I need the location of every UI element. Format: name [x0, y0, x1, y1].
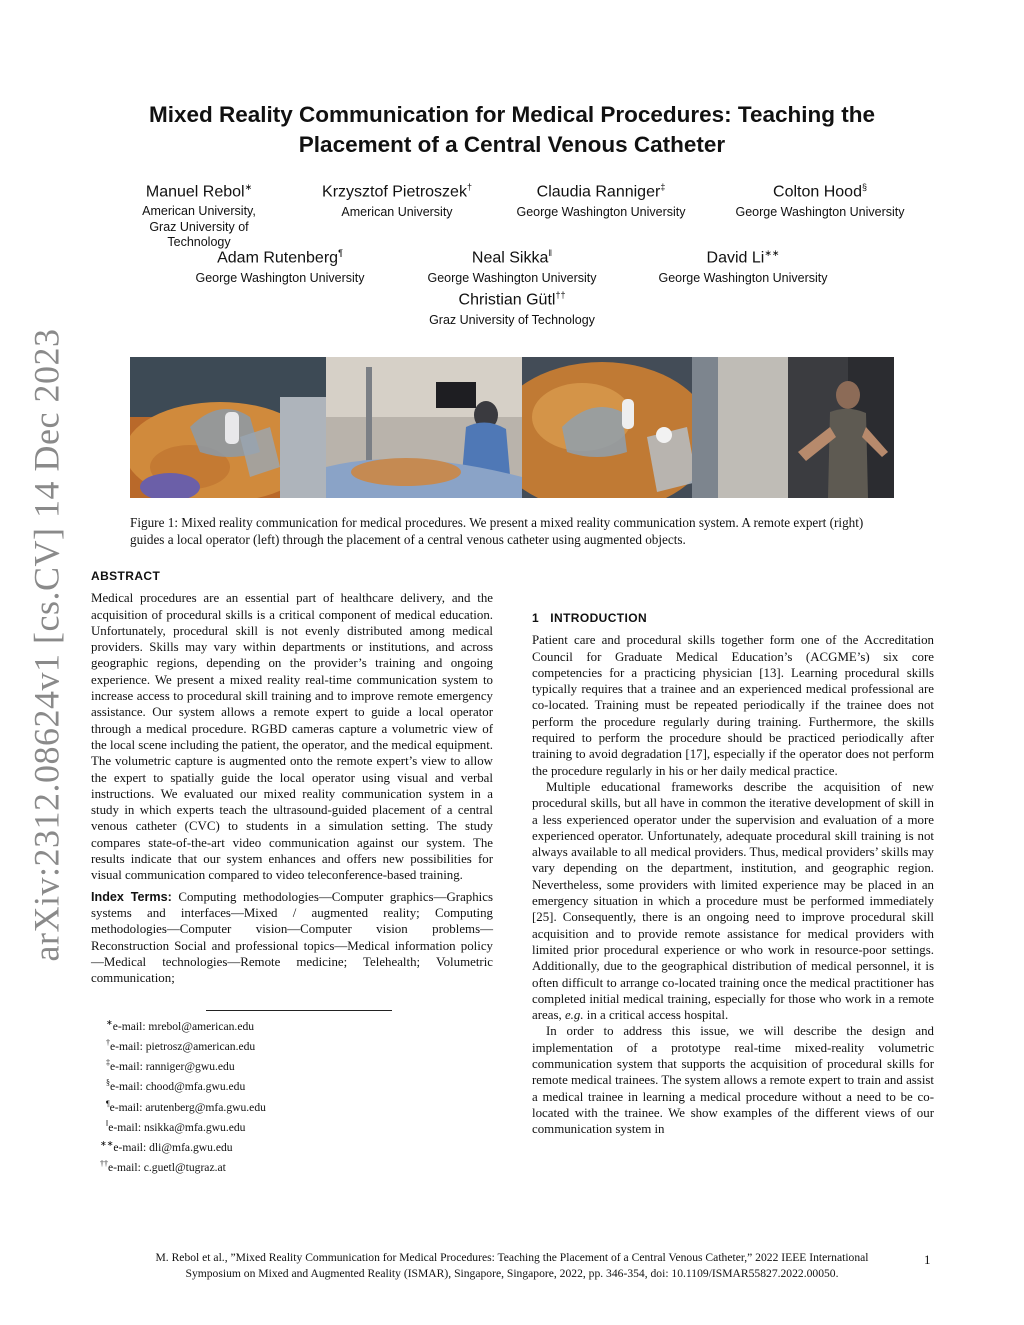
footnote-item [100, 1136, 400, 1156]
author-block [297, 177, 497, 220]
left-column [91, 568, 493, 986]
author-block [633, 243, 853, 286]
footnote-item [100, 1055, 400, 1075]
affiliation-line: George Washington University [658, 271, 828, 286]
footnote-item [100, 1075, 400, 1095]
footnote-item [100, 1156, 400, 1176]
author-block [128, 177, 270, 251]
footnote-mark: ‖ [106, 1118, 109, 1128]
right-column [532, 568, 934, 1138]
footnote-text: e-mail: chood@mfa.gwu.edu [110, 1080, 246, 1094]
author-name: Colton Hood [773, 183, 862, 201]
footnote-item [100, 1035, 400, 1055]
citation-footer: M. Rebol et al., ”Mixed Reality Communication for Medical Procedures: Teaching the Placement of a Central Venous Catheter,” 2022 IEEE International Symposium on Mixed and Augmented Reality (ISMAR), Singapore, Singapore, 2022, pp. 346-354, doi: 10.1109/ISMAR55827.2022.00050. [155, 1251, 869, 1280]
author-name: Manuel Rebol [145, 183, 245, 201]
index-terms [91, 889, 493, 987]
footnote-mark: ‡ [106, 1058, 110, 1068]
author-mark: ‖ [548, 248, 553, 258]
intro-paragraph-1: Patient care and procedural skills together form one of the Accreditation Council for Graduate Medical Education’s (ACGME’s) six core competencies for a practicing physician [13]. Learning procedural skills typically requires that a trainee and an experienced medical professional are co-located. Training must be repeated periodically if the trainee does not perform the procedure regularly during training. Furthermore, the skills required to perform the procedure should be practiced periodically after training to avoid degradation [17], especially if the operator does not perform the procedure regularly in his or her daily medical practice. [532, 633, 934, 778]
footnote-item [100, 1096, 400, 1116]
section-title: INTRODUCTION [550, 611, 648, 625]
footnote-text: e-mail: arutenberg@mfa.gwu.edu [109, 1100, 266, 1114]
abstract-text: Medical procedures are an essential part of healthcare delivery, and the acquisition of procedural skills is a critical component of medical education. Unfortunately, procedural skill is not evenly distributed among medical providers. Skills may vary within departments or institutions, and across geographic regions, depending on the provider’s training and ongoing experience. We present a mixed reality real-time communication system to increase access to procedural skill training and to improve remote emergency assistance. Our system allows a remote expert to guide a local operator through a medical procedure. RGBD cameras capture a volumetric view of the local scene including the patient, the operator, and the medical equipment. The volumetric capture is augmented onto the remote expert’s view to allow the expert to spatially guide the local operator using visual and verbal instructions. We evaluated our mixed reality communication system in a study in which experts teach the ultrasound-guided placement of a central venous catheter (CVC) to students in a simulation setting. The study compares state-of-the-art video communication against our system. The results indicate that our system enhances and offers new possibilities for visual communication compared to video teleconference-based training. [91, 591, 493, 883]
figure-panel-remote-expert [718, 357, 894, 498]
intro-p2-end: in a critical access hospital. [586, 1008, 729, 1023]
author-name: Christian Gütl [458, 291, 556, 309]
footnote-mark: § [106, 1078, 110, 1088]
footnote-text: e-mail: nsikka@mfa.gwu.edu [108, 1120, 246, 1134]
author-mark: ‡ [660, 182, 666, 192]
footnote-item [100, 1015, 400, 1035]
author-mark: † [466, 182, 472, 192]
affiliation-line: George Washington University [427, 271, 597, 286]
author-name: Claudia Ranniger [536, 183, 661, 201]
affiliation-line: George Washington University [516, 205, 686, 220]
affiliation-line: Technology [167, 235, 231, 250]
intro-p2-eg: e.g. [564, 1008, 584, 1023]
footnote-mark: ¶ [106, 1098, 110, 1108]
title-line-2: Placement of a Central Venous Catheter [298, 132, 726, 157]
author-block [710, 177, 930, 220]
index-terms-label: Index Terms: [91, 889, 172, 904]
author-block [490, 177, 712, 220]
footnote-mark: ∗ [106, 1018, 113, 1027]
author-block [170, 243, 390, 286]
arxiv-id-text: arXiv:2312.08624v1 [cs.CV] 14 Dec 2023 [26, 328, 66, 962]
author-name: David Li [706, 249, 765, 267]
author-mark: ∗ [244, 182, 253, 192]
author-name: Neal Sikka [471, 249, 549, 267]
index-terms-text: Computing methodologies—Computer graphics—Graphics systems and interfaces—Mixed / augmented reality; Computing methodologies—Computer vision—Computer vision problems—Reconstruction Social and professional topics—Medical information policy—Medical technologies—Remote medicine; Telehealth; Volumetric communication; [91, 889, 493, 986]
affiliation-line: George Washington University [195, 271, 365, 286]
footnote-mark: ∗∗ [100, 1138, 114, 1148]
footnote-text: e-mail: c.guetl@tugraz.at [108, 1160, 226, 1174]
author-block [402, 243, 622, 286]
footnote-rule [206, 1010, 392, 1011]
intro-p2-text: Multiple educational frameworks describe the acquisition of new procedural skills, but all have in common the iterative development of skill in a less experienced operator under the supervision and evaluation of a more experienced operator. Unfortunately, adequate procedural skill training is not always available to all medical providers. Thus, medical providers’ skills may vary depending on the department, institution, and geographic region. Nevertheless, some providers with limited experience may be placed in an emergency situation in which a procedure must be performed immediately [25]. Consequently, there is an ongoing need to improve procedural skill acquisition and to provide remote assistance for medical providers with limited prior procedural experience or who work in resource-poor settings. Additionally, due to the geographical distribution of medical personnel, it is often difficult to arrange co-located training once the medical practitioner has completed initial medical training, especially for those who work in a remote areas, [532, 779, 934, 1023]
footnote-mark: †† [100, 1159, 108, 1169]
abstract-heading [91, 568, 493, 584]
intro-paragraph-2 [532, 779, 934, 1023]
abstract-heading-text: ABSTRACT [91, 569, 161, 583]
footnote-mark: † [106, 1038, 110, 1048]
section-number: 1 [532, 611, 540, 625]
author-mark: †† [555, 290, 566, 300]
footnotes [100, 1015, 400, 1176]
affiliation-line: Graz University of Technology [429, 313, 595, 328]
index-terms-continuation [532, 568, 934, 610]
footnote-text: e-mail: dli@mfa.gwu.edu [113, 1140, 233, 1154]
author-mark: ¶ [338, 248, 343, 258]
footnote-text: e-mail: pietrosz@american.edu [110, 1040, 256, 1054]
affiliation-line: Graz University of [149, 219, 249, 234]
affiliation-line: George Washington University [735, 205, 905, 220]
title-line-1: Mixed Reality Communication for Medical Procedures: Teaching the [149, 102, 875, 127]
figure-panel-local-room [326, 357, 522, 498]
affiliation-line: American University, [142, 204, 256, 219]
figure-1 [130, 357, 894, 498]
figure-caption: Figure 1: Mixed reality communication for medical procedures. We present a mixed reality communication system. A remote expert (right) guides a local operator (left) through the placement of a central venous catheter using augmented objects. [130, 515, 864, 547]
author-name: Krzysztof Pietroszek [322, 183, 467, 201]
footnote-item [100, 1116, 400, 1136]
paper-title [100, 100, 924, 160]
affiliation-line: American University [341, 205, 453, 220]
author-block [402, 285, 622, 328]
figure-panel-local-operator [130, 357, 326, 498]
footnote-text: e-mail: ranniger@gwu.edu [110, 1060, 235, 1074]
author-mark: § [861, 182, 867, 192]
author-mark: ∗∗ [764, 248, 780, 258]
author-name: Adam Rutenberg [217, 249, 339, 267]
page-number: 1 [924, 1252, 931, 1267]
introduction-heading [532, 610, 934, 626]
intro-paragraph-3: In order to address this issue, we will describe the design and implementation of a prototype real-time mixed-reality volumetric communication system that supports the acquisition of procedural skills for remote medical trainees. The system allows a remote expert to train and assist a medical trainee in learning a medical procedure without a need to be co-located with the trainee. We show examples of the different views of our communication system in [532, 1024, 934, 1137]
arxiv-watermark [16, 328, 76, 962]
figure-panel-remote-view [522, 357, 718, 498]
footnote-text: e-mail: mrebol@american.edu [112, 1019, 255, 1033]
